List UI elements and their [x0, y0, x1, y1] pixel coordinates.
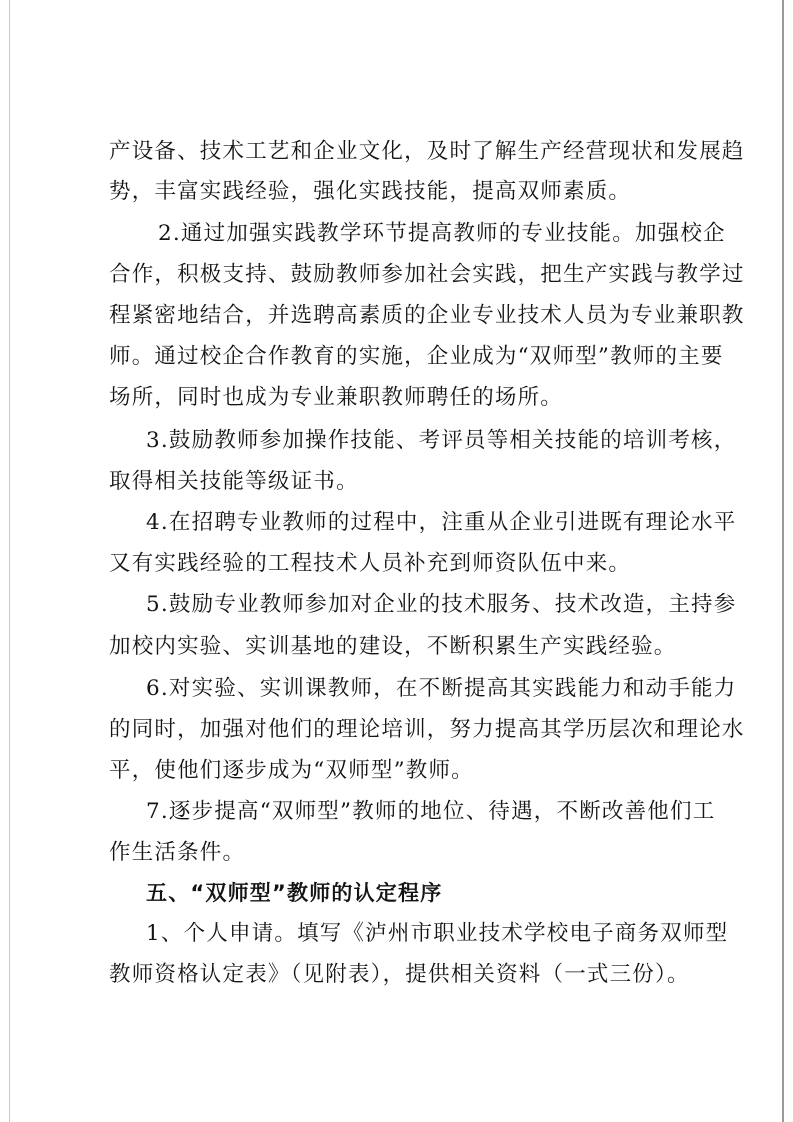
text-line-4: 合作，积极支持、鼓励教师参加社会实践，把生产实践与教学过: [109, 262, 745, 287]
text-line-14: 6.对实验、实训课教师，在不断提高其实践能力和动手能力: [146, 676, 737, 701]
text-line-1: 产设备、技术工艺和企业文化，及时了解生产经营现状和发展趋: [109, 139, 745, 164]
text-line-10: 4.在招聘专业教师的过程中，注重从企业引进既有理论水平: [146, 510, 737, 535]
text-line-8: 3.鼓励教师参加操作技能、考评员等相关技能的培训考核，: [146, 428, 737, 453]
text-line-3: 2.通过加强实践教学环节提高教师的专业技能。加强校企: [158, 221, 726, 246]
text-line-20: 1、个人申请。填写《泸州市职业技术学校电子商务双师型: [146, 921, 729, 946]
text-line-13: 加校内实验、实训基地的建设，不断积累生产实践经验。: [109, 634, 677, 659]
text-line-7: 场所，同时也成为专业兼职教师聘任的场所。: [109, 385, 564, 410]
text-line-21: 教师资格认定表》（见附表），提供相关资料（一式三份）。: [109, 962, 690, 987]
text-line-15: 的同时，加强对他们的理论培训，努力提高其学历层次和理论水: [109, 717, 745, 742]
text-line-5: 程紧密地结合，并选聘高素质的企业专业技术人员为专业兼职教: [109, 303, 745, 328]
text-line-9: 取得相关技能等级证书。: [109, 469, 359, 494]
scan-edge-right: [782, 0, 784, 1122]
scan-edge-left: [9, 0, 10, 1122]
text-line-11: 又有实践经验的工程技术人员补充到师资队伍中来。: [109, 551, 632, 576]
text-line-2: 势，丰富实践经验，强化实践技能，提高双师素质。: [109, 179, 632, 204]
text-line-17: 7.逐步提高“双师型”教师的地位、待遇，不断改善他们工: [146, 799, 716, 824]
section-heading: 五、“双师型”教师的认定程序: [146, 881, 443, 905]
text-line-12: 5.鼓励专业教师参加对企业的技术服务、技术改造，主持参: [146, 592, 737, 617]
text-line-16: 平，使他们逐步成为“双师型”教师。: [109, 758, 474, 783]
text-line-6: 师。通过校企合作教育的实施，企业成为“双师型”教师的主要: [109, 344, 724, 369]
text-line-18: 作生活条件。: [109, 840, 246, 865]
